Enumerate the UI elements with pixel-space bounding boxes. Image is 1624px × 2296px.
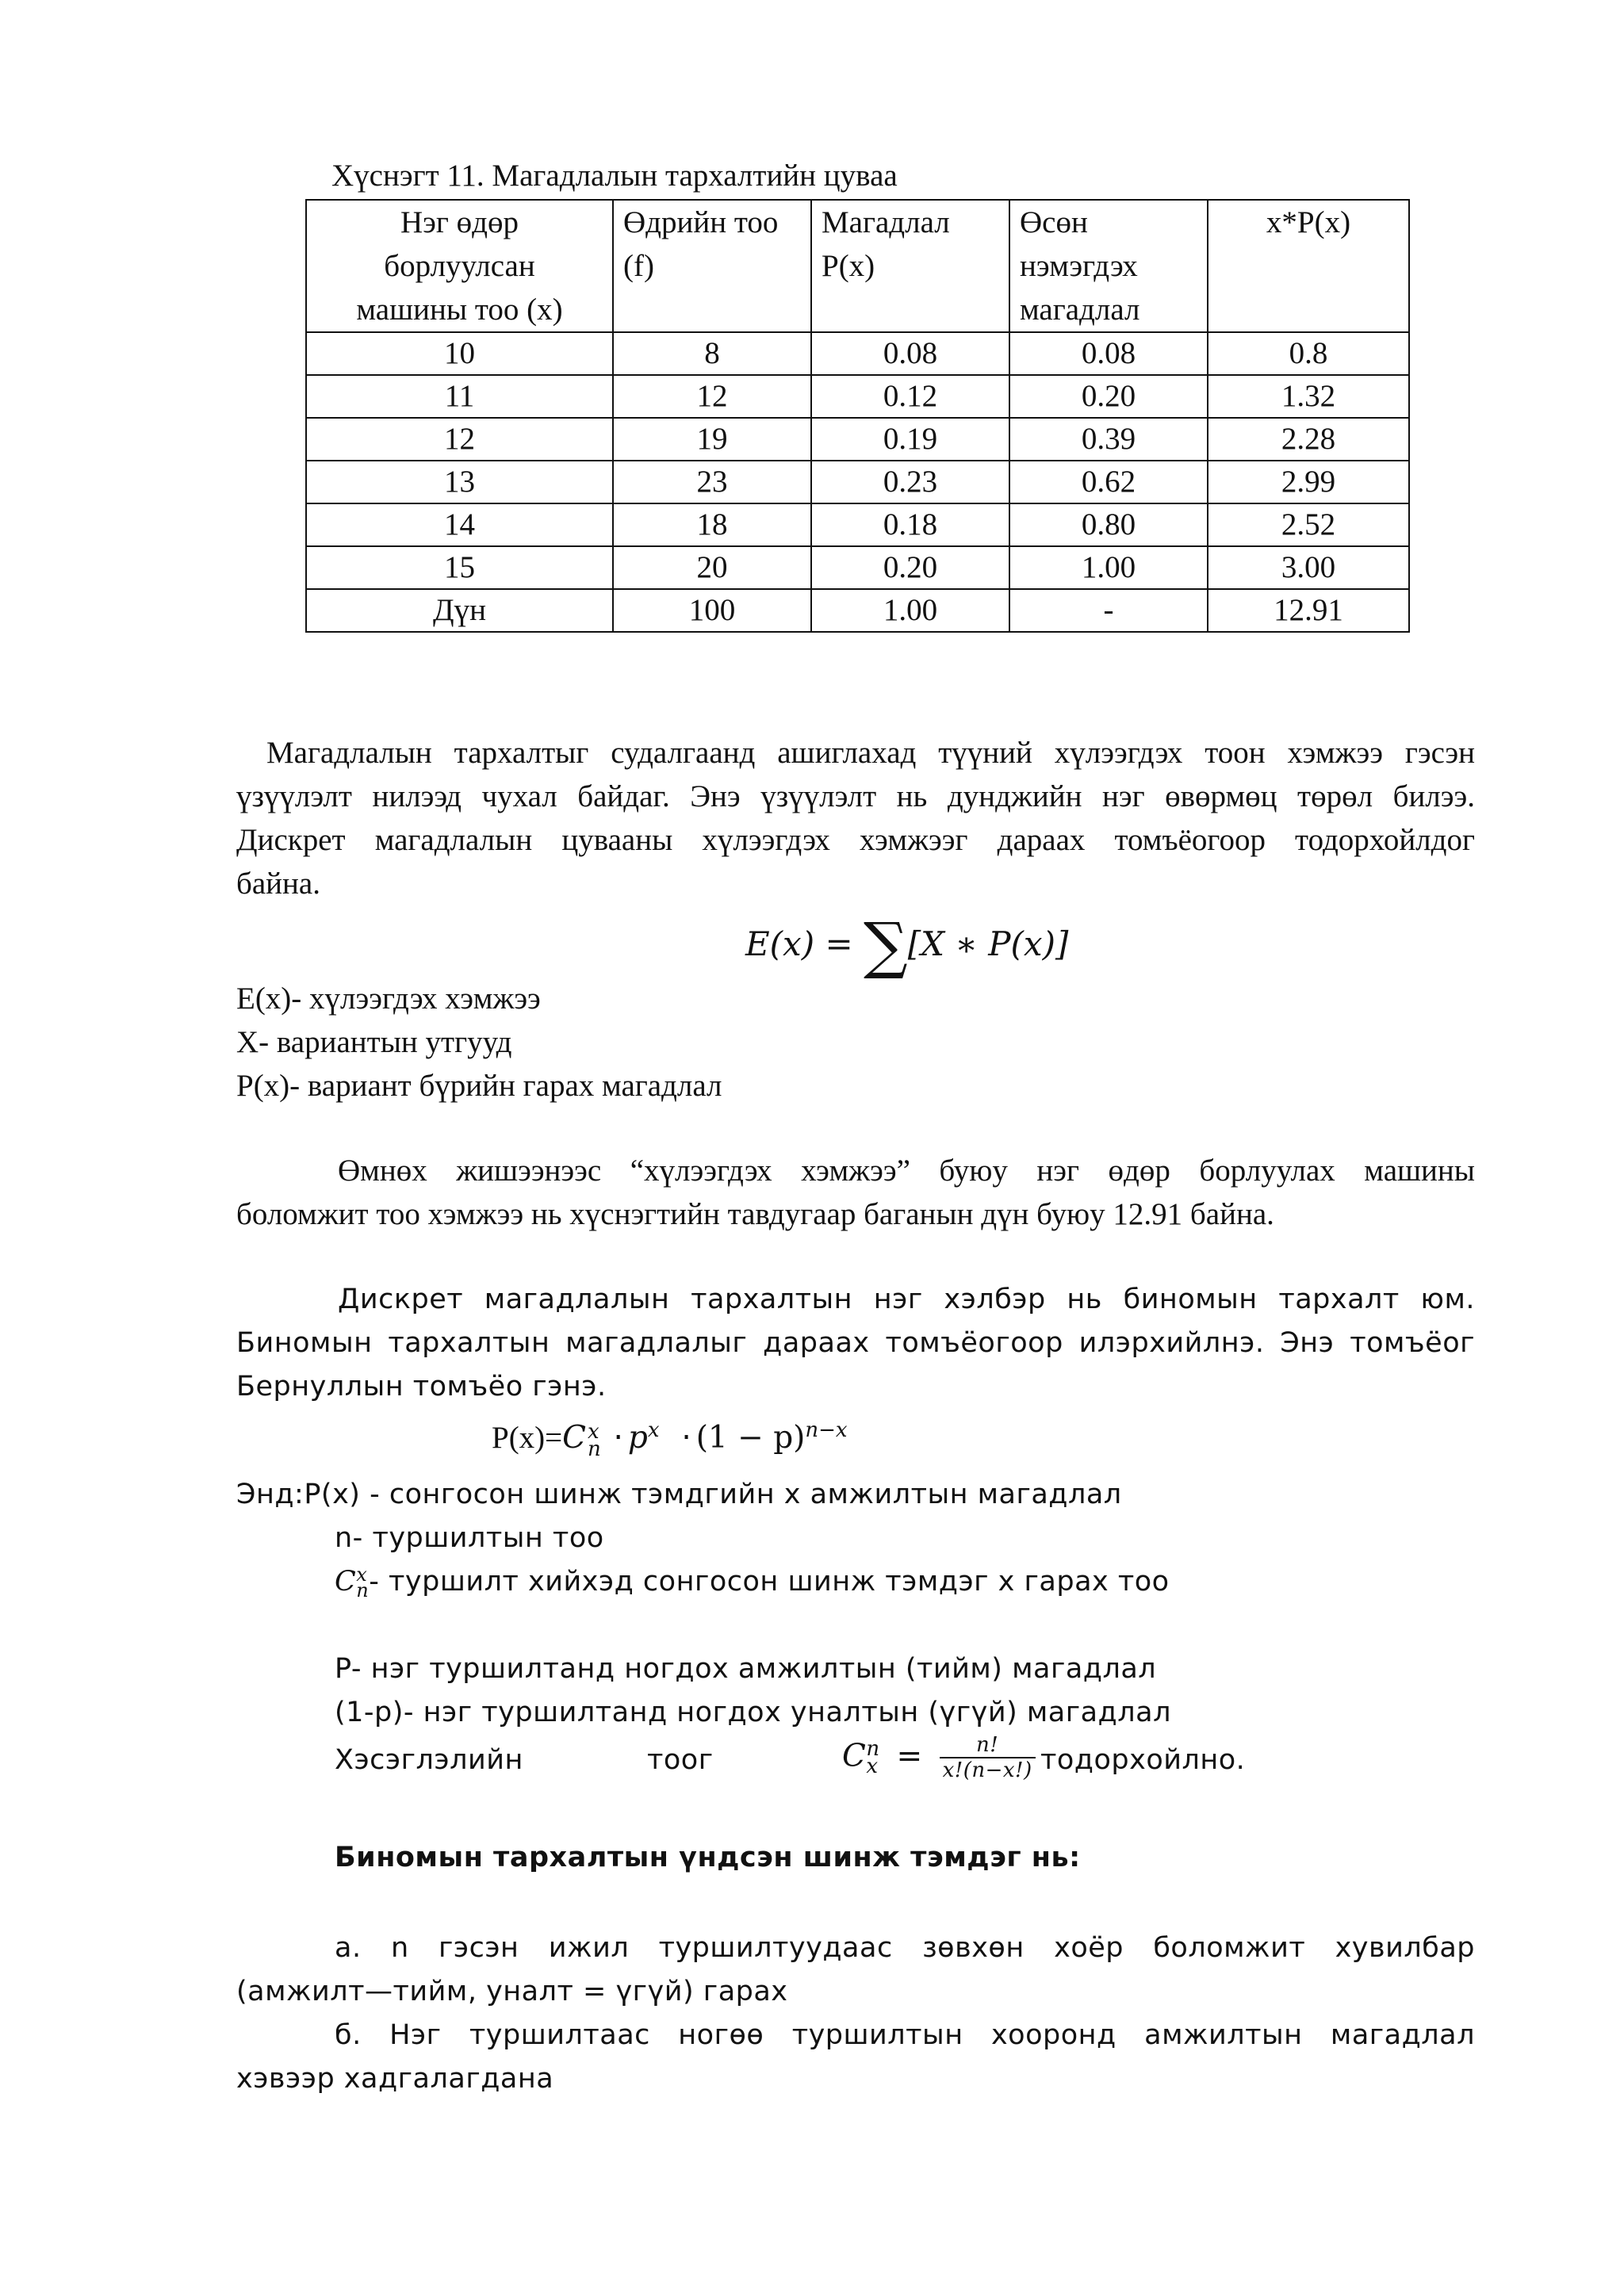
table-cell: 23 [613, 461, 811, 503]
table-cell: 0.08 [811, 332, 1009, 375]
table-cell: 1.00 [1009, 546, 1208, 589]
table-cell: 19 [613, 418, 811, 461]
table-cell: - [1009, 589, 1208, 632]
table-cell: 12 [306, 418, 613, 461]
table-header-row [306, 200, 1409, 332]
table-cell: 1.32 [1208, 375, 1409, 418]
paragraph-expected-value: Магадлалын тархалтыг судалгаанд ашиглахад түүний хүлээгдэх тоон хэмжээ гэсэн үзүүлэлт нилээд чухал байдаг. Энэ үзүүлэлт нь дунджийн нэг өвөрмөц төрөл билээ. Дискрет магадлалын цувааны хүлээгдэх хэмжээг дараах томъёогоор тодорхойлдог байна. [236, 736, 1475, 901]
table-cell: 0.39 [1009, 418, 1208, 461]
table-cell: 2.99 [1208, 461, 1409, 503]
paragraph-example: Өмнөх жишээнээс “хүлээгдэх хэмжээ” буюу нэг өдөр борлуулах машины боломжит тоо хэмжээ нь хүснэгтийн тавдугаар баганын дүн буюу 12.91 байна. [236, 1154, 1475, 1231]
table-cell: 0.08 [1009, 332, 1208, 375]
table-cell: 0.19 [811, 418, 1009, 461]
table-cell: 0.20 [1009, 375, 1208, 418]
table-caption: Хүснэгт 11. Магадлалын тархалтийн цуваа [331, 159, 898, 193]
header-days: Өдрийн тоо (f) [613, 200, 811, 332]
distribution-table [305, 199, 1410, 633]
table-cell: 0.62 [1009, 461, 1208, 503]
table-cell: 0.80 [1009, 503, 1208, 546]
sigma-symbol: ∑ [864, 910, 908, 982]
table-row [306, 546, 1409, 589]
binomial-properties: а. n гэсэн ижил туршилтуудаас зөвхөн хоёр боломжит хувилбар (амжилт—тийм, уналт = үгүй) гарах б. Нэг туршилтаас ногөө туршилтын хооронд амжилтын магадлал хэвээр хадгалагдана [236, 1932, 1475, 2095]
header-probability: Магадлал P(x) [811, 200, 1009, 332]
table-cell: 100 [613, 589, 811, 632]
table-cell: 2.52 [1208, 503, 1409, 546]
table-row [306, 418, 1409, 461]
table-cell: 10 [306, 332, 613, 375]
table-row [306, 461, 1409, 503]
table-cell: 15 [306, 546, 613, 589]
table-cell: 0.20 [811, 546, 1009, 589]
table-cell: 8 [613, 332, 811, 375]
table-cell: 12 [613, 375, 811, 418]
expected-value-formula: E(x) = ∑[X ∗ P(x)] [745, 910, 1069, 982]
section-heading: Биномын тархалтын үндсэн шинж тэмдэг нь: [335, 1842, 1081, 1873]
expected-value-definitions: E(x)- хүлээгдэх хэмжээ X- вариантын утгууд P(x)- вариант бүрийн гарах магадлал [236, 982, 722, 1103]
table-cell: 0.8 [1208, 332, 1409, 375]
table-row [306, 503, 1409, 546]
table-cell: 14 [306, 503, 613, 546]
table-cell: 11 [306, 375, 613, 418]
combination-fraction: $\frac{n!}{x!(n-x!)}$ [940, 1733, 1036, 1782]
table-cell: 0.23 [811, 461, 1009, 503]
table-row [306, 589, 1409, 632]
table-cell: 12.91 [1208, 589, 1409, 632]
header-cumulative: Өсөн нэмэгдэх магадлал [1009, 200, 1208, 332]
table-cell: 1.00 [811, 589, 1009, 632]
table-cell: 0.18 [811, 503, 1009, 546]
table-row [306, 332, 1409, 375]
table-cell: 2.28 [1208, 418, 1409, 461]
paragraph-binomial: Дискрет магадлалын тархалтын нэг хэлбэр нь биномын тархалт юм. Биномын тархалтын магадлалыг дараах томъёогоор илэрхийлнэ. Энэ томъёог Бернуллын томъёо гэнэ. [236, 1284, 1475, 1402]
table-row [306, 375, 1409, 418]
header-xpx: x*P(x) [1208, 200, 1409, 332]
table-cell: 3.00 [1208, 546, 1409, 589]
table-cell: 18 [613, 503, 811, 546]
combination-line: Хэсэглэлийн тоог C n x = $\frac{n!}{x!(n-x!)}$ тодорхойлно. [335, 1733, 1246, 1782]
table-cell: 13 [306, 461, 613, 503]
table-cell: Дүн [306, 589, 613, 632]
table-cell: 0.12 [811, 375, 1009, 418]
bernoulli-formula: P(x)=C x n ⋅ $p^x \cdot (1 - p)^{n-x}$ [492, 1418, 848, 1462]
header-cars-sold: Нэг өдөр борлуулсан машины тоо (x) [306, 200, 613, 332]
table-cell: 20 [613, 546, 811, 589]
binomial-definitions: Энд:P(x) - сонгосон шинж тэмдгийн x амжилтын магадлал n- туршилтын тоо C x n - туршилт хийхэд сонгосон шинж тэмдэг x гарах тоо P- нэг туршилтанд ногдох амжилтын (тийм) магадлал (1-p)- нэг туршилтанд ногдох уналтын (үгүй) магадлал [236, 1479, 1171, 1728]
